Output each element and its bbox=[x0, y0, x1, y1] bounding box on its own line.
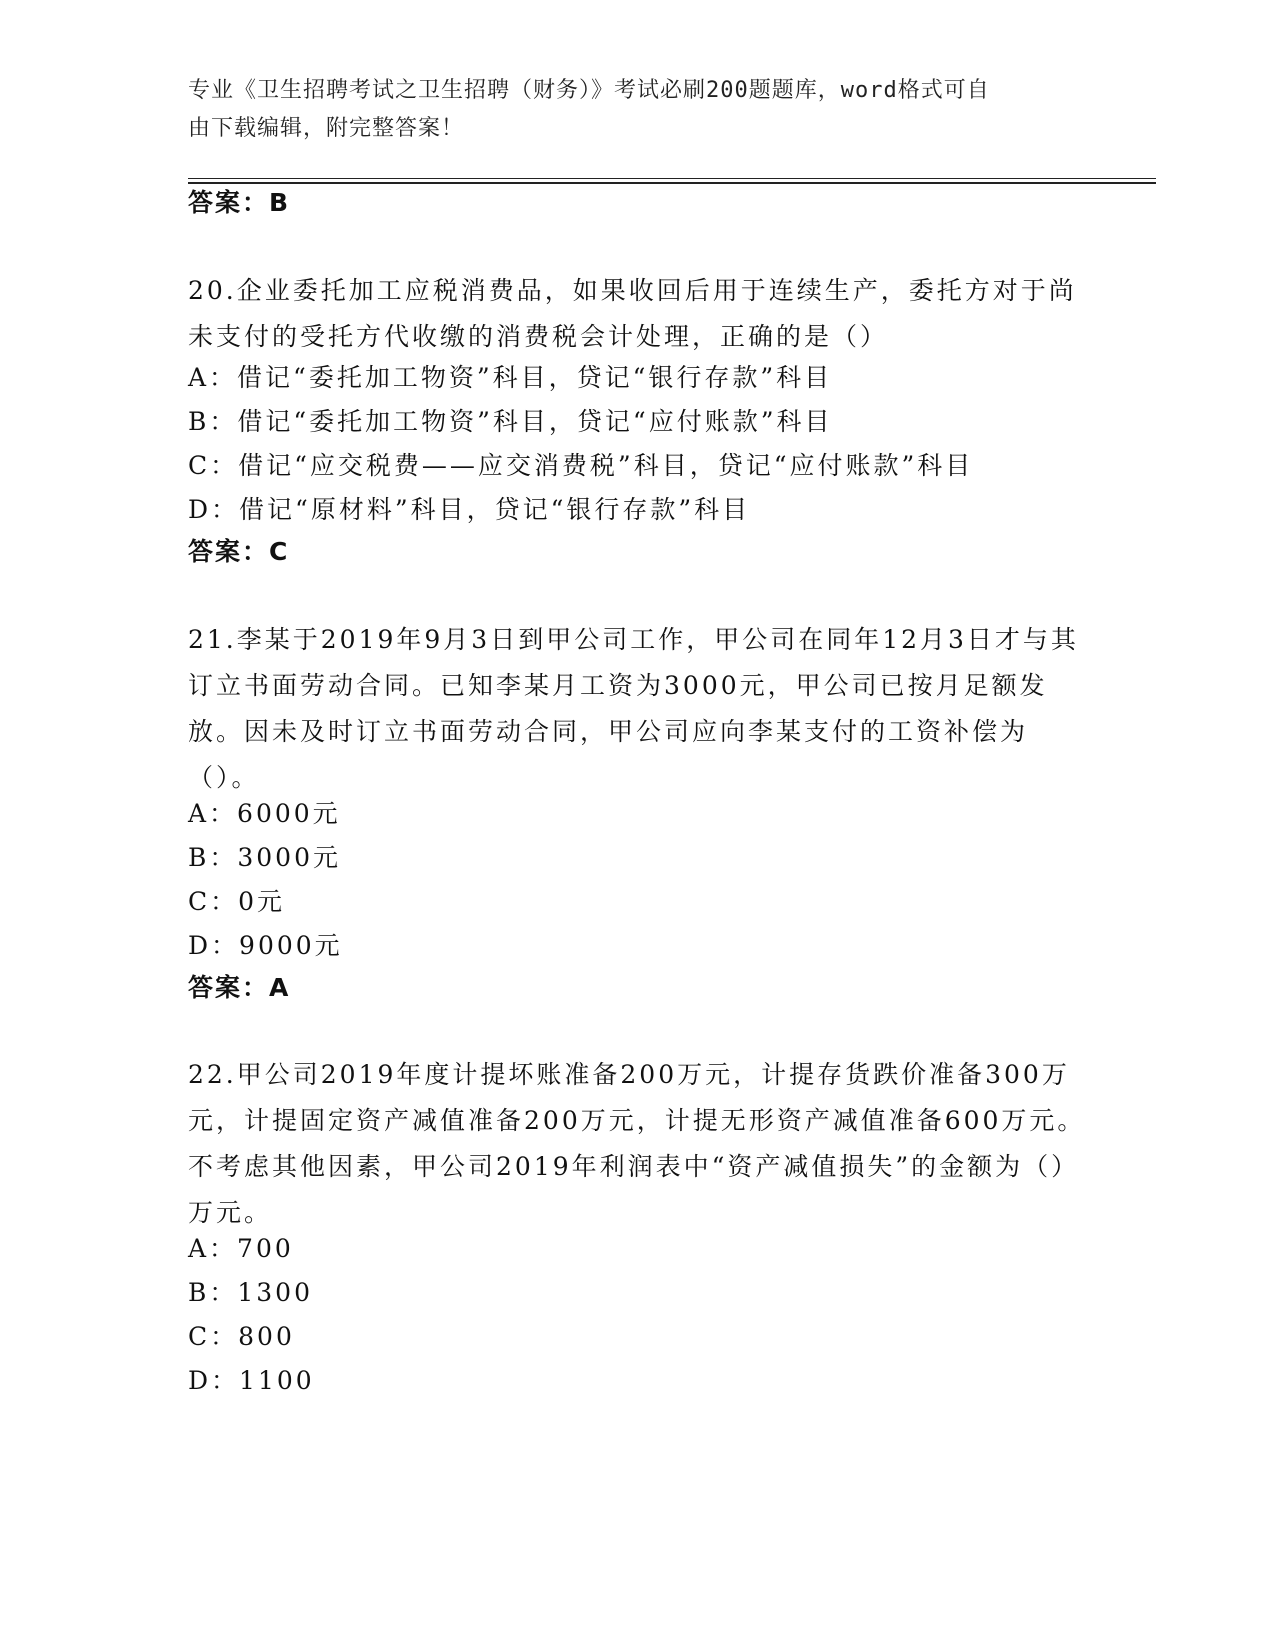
document-header bbox=[188, 72, 1068, 148]
question-20-option-c: C：借记“应交税费——应交消费税”科目，贷记“应付账款”科目 bbox=[188, 451, 974, 480]
question-21-option-d: D：9000元 bbox=[188, 931, 343, 960]
question-20-option-d: D：借记“原材料”科目，贷记“银行存款”科目 bbox=[188, 495, 751, 524]
question-21-option-a: A：6000元 bbox=[188, 799, 341, 828]
question-21-option-b: B：3000元 bbox=[188, 843, 341, 872]
question-20-stem: 20.企业委托加工应税消费品，如果收回后用于连续生产，委托方对于尚未支付的受托方代收缴的消费税会计处理，正确的是（） bbox=[188, 276, 1077, 351]
question-22-option-d: D：1100 bbox=[188, 1366, 315, 1395]
previous-question-answer: 答案：B bbox=[188, 188, 291, 217]
question-22-option-c: C：800 bbox=[188, 1322, 295, 1351]
header-divider-thin bbox=[188, 178, 1156, 179]
question-20-option-b: B：借记“委托加工物资”科目，贷记“应付账款”科目 bbox=[188, 407, 833, 436]
header-title-line-1: 专业《卫生招聘考试之卫生招聘（财务）》考试必刷200题题库，word格式可自 bbox=[188, 78, 990, 103]
question-20-answer: 答案：C bbox=[188, 537, 290, 566]
question-20-option-a: A：借记“委托加工物资”科目，贷记“银行存款”科目 bbox=[188, 363, 833, 392]
question-22-stem: 22.甲公司2019年度计提坏账准备200万元，计提存货跌价准备300万元，计提固定资产减值准备200万元，计提无形资产减值准备600万元。不考虑其他因素，甲公司2019年利润表中“资产减值损失”的金额为（）万元。 bbox=[188, 1060, 1086, 1227]
header-title-line-2: 由下载编辑，附完整答案！ bbox=[188, 116, 465, 141]
question-21-answer: 答案：A bbox=[188, 973, 291, 1002]
question-21-option-c: C：0元 bbox=[188, 887, 286, 916]
question-22-option-a: A：700 bbox=[188, 1234, 294, 1263]
question-22-option-b: B：1300 bbox=[188, 1278, 313, 1307]
question-21-stem: 21.李某于2019年9月3日到甲公司工作，甲公司在同年12月3日才与其订立书面劳动合同。已知李某月工资为3000元，甲公司已按月足额发放。因未及时订立书面劳动合同，甲公司应向李某支付的工资补偿为（）。 bbox=[188, 625, 1079, 792]
header-divider-thick bbox=[188, 182, 1156, 184]
